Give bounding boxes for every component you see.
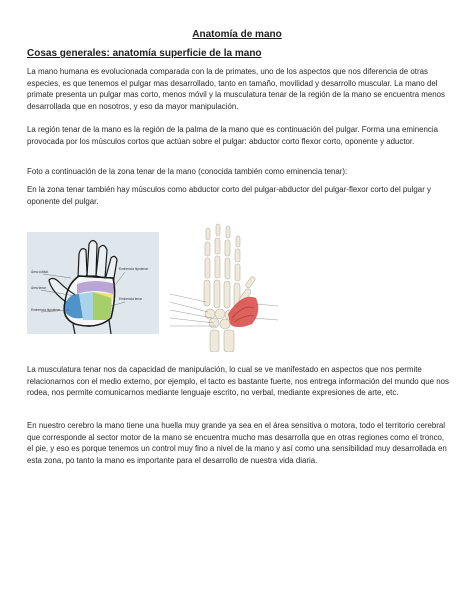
figure-left-label-5: Eminencia hipotenar xyxy=(31,308,61,312)
paragraph-1: La mano humana es evolucionada comparada con la de primates, uno de los aspectos que nos diferencia de otras especies, es que tenemos el pulgar mas desarrollado, tanto en tamaño, movilidad y desarrollo muscular. La mano del primate presenta un pulgar mas corto, menos móvil y la musculatura tenar de la región de la mano se encuentra menos desarrollada que en nosotros, y eso da mayor manipulación. xyxy=(27,67,445,111)
section-subtitle: Cosas generales: anatomía superficie de la mano xyxy=(27,48,262,59)
hand-regions-svg xyxy=(27,232,159,334)
paragraph-3: Foto a continuación de la zona tenar de la mano (conocida también como eminencia tenar): xyxy=(27,167,348,176)
page-title: Anatomía de mano xyxy=(192,29,282,40)
paragraph-5: La musculatura tenar nos da capacidad de manipulación, lo cual se ve manifestado en aspectos que nos permite relacionarnos con el medio externo, por ejemplo, el tacto es bastante fuerte, nos entrega información del mundo que nos rodea, nos permite comunicarnos mediante lenguaje escrito, no verbal, mediante expresiones de arte, etc. xyxy=(27,365,449,397)
hand-skeleton-svg xyxy=(168,222,280,352)
paragraph-6: En nuestro cerebro la mano tiene una huella muy grande ya sea en el área sensitiva o motora, todo el territorio cerebral que corresponde al sector motor de la mano se encuentra mucho mas desarrolla que en otras regiones como el tronco, el pie, y eso es porque tenemos un control muy fino a nivel de la mano y así como una sensibilidad muy desarrollada en esta zona, po tanto la mano es importante para el desarrollo de nuestra vida diaria. xyxy=(27,421,447,465)
figure-left-label-4: Eminencia tenar xyxy=(119,297,143,301)
figure-left-label-1: Área cubital xyxy=(31,270,48,274)
hand-skeleton-illustration xyxy=(168,222,280,352)
paragraph-4: En la zona tenar también hay músculos como abductor corto del pulgar-abductor del pulgar-flexor corto del pulgar y oponente del pulgar. xyxy=(27,185,431,206)
figure-left-label-2: Eminencia hipotenar xyxy=(119,267,149,271)
figure-left-label-3: Área tenar xyxy=(31,286,46,290)
paragraph-2: La región tenar de la mano es la región de la palma de la mano que es continuación del pulgar. Forma una eminencia provocada por los músculos cortos que actúan sobre el pulgar: abductor corto flexor corto, oponente y aductor. xyxy=(27,125,439,146)
hand-regions-illustration xyxy=(27,232,159,334)
